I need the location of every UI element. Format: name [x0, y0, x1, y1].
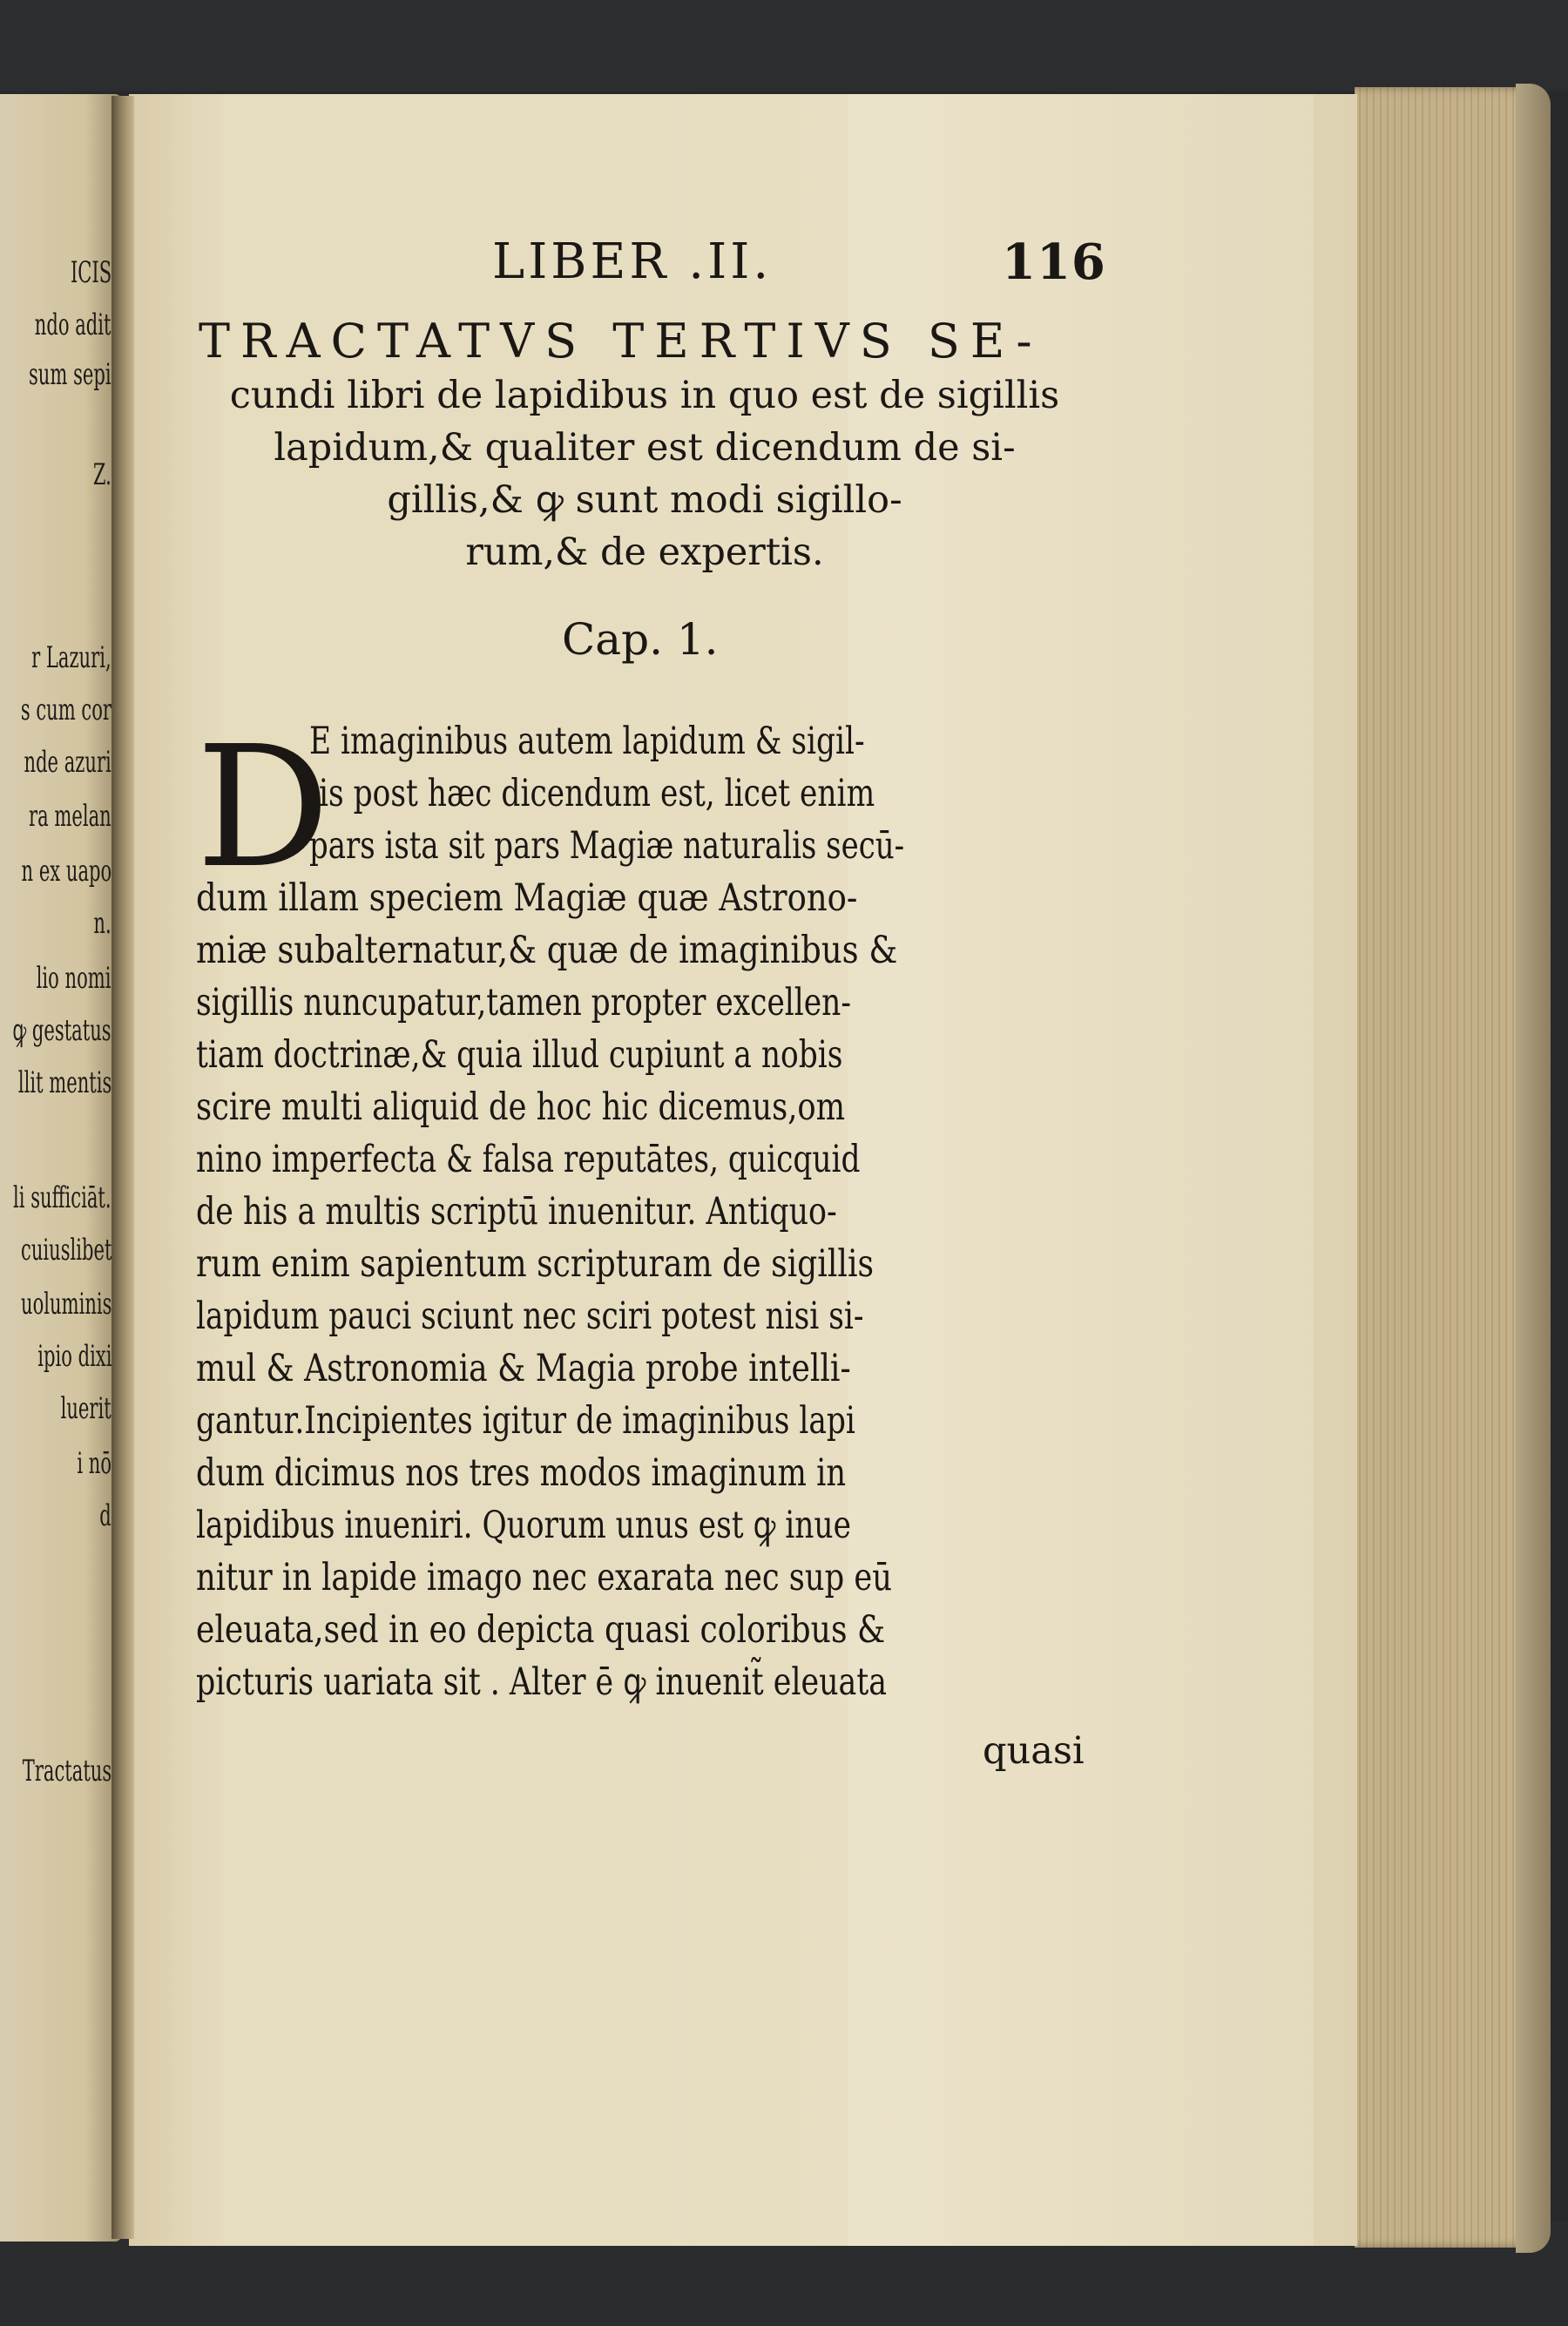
- body-line: sigillis nuncupatur,tamen propter excellen-: [196, 981, 851, 1024]
- page-gutter: [112, 96, 134, 2239]
- body-line: eleuata,sed in eo depicta quasi coloribus &: [196, 1608, 886, 1652]
- chapter-heading: Cap. 1.: [562, 614, 719, 665]
- catchword: quasi: [983, 1729, 1085, 1773]
- facing-page-edge: [0, 94, 122, 2241]
- facing-fragment: Tractatus: [22, 1754, 112, 1788]
- facing-fragment: luerit: [60, 1391, 112, 1426]
- body-line: tiam doctrinæ,& quia illud cupiunt a nobis: [196, 1033, 843, 1077]
- heading-line: lapidum,& qualiter est dicendum de si-: [274, 426, 1016, 470]
- facing-fragment: sum sepi: [29, 357, 112, 392]
- facing-fragment: cuiuslibet: [20, 1233, 112, 1268]
- facing-fragment: n ex uapo: [21, 854, 112, 889]
- facing-fragment: ra melan: [29, 799, 112, 834]
- body-line: nitur in lapide imago nec exarata nec sup eū: [196, 1556, 892, 1599]
- facing-fragment: ꝙ gestatus: [12, 1013, 112, 1048]
- facing-fragment: ndo adit: [35, 308, 112, 342]
- body-line: rum enim sapientum scripturam de sigillis: [196, 1242, 875, 1286]
- heading-line: gillis,& ꝙ sunt modi sigillo-: [387, 478, 902, 522]
- facing-fragment: li sufficiāt.: [13, 1180, 112, 1215]
- body-line: gantur.Incipientes igitur de imaginibus lapi: [196, 1399, 855, 1443]
- body-line: lapidum pauci sciunt nec sciri potest nisi si-: [196, 1295, 864, 1338]
- body-line: dum illam speciem Magiæ quæ Astrono-: [196, 876, 858, 920]
- facing-fragment: n.: [93, 906, 112, 941]
- body-line: scire multi aliquid de hoc hic dicemus,om: [196, 1085, 846, 1129]
- body-line: lis post hæc dicendum est, licet enim: [309, 772, 875, 815]
- body-line: E imaginibus autem lapidum & sigil-: [309, 720, 865, 763]
- body-line: picturis uariata sit . Alter ē ꝙ inuenit̃ eleuata: [196, 1660, 888, 1704]
- heading-line: cundi libri de lapidibus in quo est de sigillis: [229, 374, 1060, 417]
- folio-number: 116: [1002, 233, 1106, 291]
- facing-fragment: nde azuri: [24, 745, 112, 780]
- body-line: lapidibus inueniri. Quorum unus est ꝙ inue: [196, 1504, 851, 1547]
- body-line: miæ subalternatur,& quæ de imaginibus &: [196, 929, 898, 972]
- facing-fragment: lio nomi: [37, 961, 112, 996]
- facing-fragment: uoluminis: [20, 1287, 112, 1322]
- facing-fragment: Z.: [93, 457, 112, 492]
- body-line: pars ista sit pars Magiæ naturalis secū-: [309, 824, 905, 868]
- facing-fragment: r Lazuri,: [31, 640, 112, 675]
- facing-fragment: d: [99, 1498, 112, 1533]
- facing-fragment: ICIS: [70, 255, 112, 290]
- body-line: nino imperfecta & falsa reputātes, quicquid: [196, 1138, 861, 1181]
- heading-caps-line: TRACTATVS TERTIVS SE-: [199, 314, 1043, 369]
- cover-edge: [1516, 84, 1551, 2253]
- body-line: mul & Astronomia & Magia probe intelli-: [196, 1347, 851, 1390]
- facing-fragment: ipio dixi: [37, 1339, 112, 1374]
- body-line: de his a multis scriptū inuenitur. Antiquo-: [196, 1190, 837, 1234]
- facing-fragment: s cum cor: [20, 693, 112, 727]
- page-stack-edge: [1355, 87, 1533, 2248]
- heading-line: rum,& de expertis.: [465, 531, 824, 574]
- body-line: dum dicimus nos tres modos imaginum in: [196, 1451, 847, 1495]
- running-head: LIBER .II.: [492, 233, 773, 290]
- drop-cap: D: [196, 711, 330, 905]
- facing-fragment: i nō: [77, 1446, 112, 1481]
- dark-backdrop-top: [0, 0, 1568, 91]
- facing-fragment: llit mentis: [17, 1065, 112, 1100]
